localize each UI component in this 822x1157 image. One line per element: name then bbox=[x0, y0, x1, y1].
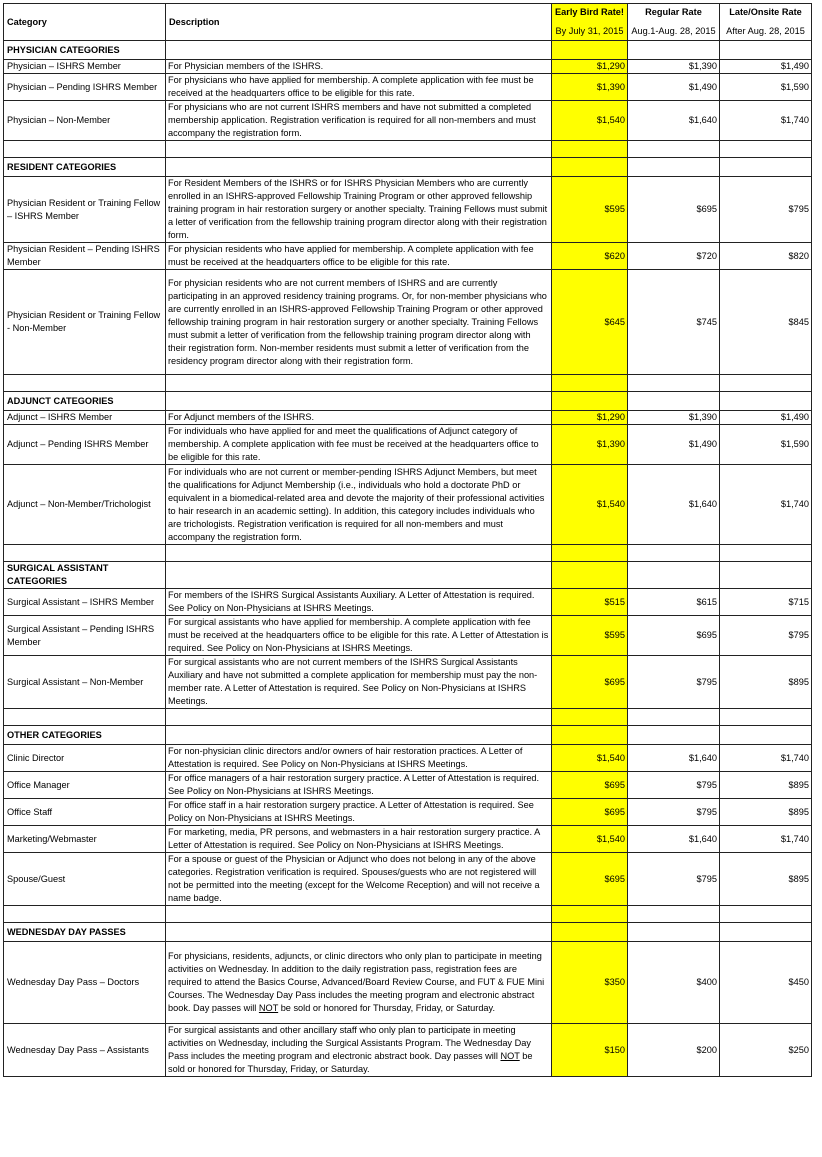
spacer-cell bbox=[628, 545, 720, 562]
spacer-cell bbox=[166, 709, 552, 726]
section-title: PHYSICIAN CATEGORIES bbox=[4, 41, 166, 60]
category-cell: Office Manager bbox=[4, 772, 166, 799]
late-rate: $450 bbox=[720, 942, 812, 1024]
description-emphasis: NOT bbox=[500, 1051, 520, 1061]
regular-rate: $720 bbox=[628, 243, 720, 270]
spacer-cell bbox=[4, 906, 166, 923]
section-header-row bbox=[4, 41, 812, 60]
spacer-cell bbox=[166, 141, 552, 158]
section-header-description-cell bbox=[166, 158, 552, 177]
category-cell: Physician – Non-Member bbox=[4, 101, 166, 141]
late-column-header bbox=[720, 4, 812, 41]
section-header-early-cell bbox=[552, 726, 628, 745]
early-bird-column-header bbox=[552, 4, 628, 41]
early-bird-rate: $595 bbox=[552, 616, 628, 656]
early-bird-rate: $150 bbox=[552, 1024, 628, 1077]
section-title: OTHER CATEGORIES bbox=[4, 726, 166, 745]
category-cell: Physician Resident or Training Fellow – ISHRS Member bbox=[4, 177, 166, 243]
section-header-description-cell bbox=[166, 923, 552, 942]
early-bird-rate: $1,540 bbox=[552, 465, 628, 545]
regular-rate: $795 bbox=[628, 656, 720, 709]
spacer-row bbox=[4, 709, 812, 726]
late-rate: $820 bbox=[720, 243, 812, 270]
spacer-row bbox=[4, 906, 812, 923]
section-title: SURGICAL ASSISTANT CATEGORIES bbox=[4, 562, 166, 589]
section-header-late-cell bbox=[720, 726, 812, 745]
late-rate: $1,490 bbox=[720, 411, 812, 425]
category-cell: Physician – Pending ISHRS Member bbox=[4, 74, 166, 101]
category-cell: Wednesday Day Pass – Doctors bbox=[4, 942, 166, 1024]
regular-title: Regular Rate bbox=[645, 7, 702, 17]
spacer-row bbox=[4, 375, 812, 392]
early-bird-rate: $695 bbox=[552, 799, 628, 826]
section-header-early-cell bbox=[552, 41, 628, 60]
early-bird-rate: $1,290 bbox=[552, 411, 628, 425]
rate-row bbox=[4, 772, 812, 799]
early-bird-title: Early Bird Rate! bbox=[555, 7, 624, 17]
category-cell: Surgical Assistant – ISHRS Member bbox=[4, 589, 166, 616]
early-bird-rate: $1,540 bbox=[552, 101, 628, 141]
description-cell: For individuals who have applied for and meet the qualifications of Adjunct category of membership. A complete application with fee must be received at the headquarters office to be eligible for this rate. bbox=[166, 425, 552, 465]
description-cell: For office staff in a hair restoration surgery practice. A Letter of Attestation is required. See Policy on Non-Physicians at ISHRS Meetings. bbox=[166, 799, 552, 826]
spacer-cell bbox=[720, 906, 812, 923]
section-header-description-cell bbox=[166, 41, 552, 60]
regular-rate: $1,490 bbox=[628, 74, 720, 101]
regular-rate: $1,640 bbox=[628, 101, 720, 141]
registration-rates-sheet bbox=[3, 3, 811, 1077]
description-cell bbox=[166, 1024, 552, 1077]
regular-column-header bbox=[628, 4, 720, 41]
section-header-row bbox=[4, 923, 812, 942]
section-header-regular-cell bbox=[628, 41, 720, 60]
spacer-row bbox=[4, 545, 812, 562]
description-cell: For a spouse or guest of the Physician or Adjunct who does not belong in any of the above categories. Registration verification is required. Spouses/guests who are not registered will not be permitted into the meeting (except for the Welcome Reception) and will not receive a name badge. bbox=[166, 853, 552, 906]
section-header-description-cell bbox=[166, 726, 552, 745]
late-rate: $895 bbox=[720, 799, 812, 826]
regular-rate: $795 bbox=[628, 772, 720, 799]
description-cell: For physicians who are not current ISHRS members and have not submitted a completed membership application. Registration verification is required for all non-members and must accompany the registration form. bbox=[166, 101, 552, 141]
section-title: WEDNESDAY DAY PASSES bbox=[4, 923, 166, 942]
section-header-late-cell bbox=[720, 158, 812, 177]
spacer-early-cell bbox=[552, 545, 628, 562]
section-header-early-cell bbox=[552, 562, 628, 589]
category-cell: Surgical Assistant – Non-Member bbox=[4, 656, 166, 709]
category-cell: Adjunct – Non-Member/Trichologist bbox=[4, 465, 166, 545]
late-rate: $1,740 bbox=[720, 465, 812, 545]
early-bird-rate: $1,540 bbox=[552, 745, 628, 772]
late-rate: $1,590 bbox=[720, 425, 812, 465]
rate-row bbox=[4, 411, 812, 425]
section-header-description-cell bbox=[166, 392, 552, 411]
spacer-cell bbox=[720, 141, 812, 158]
section-header-late-cell bbox=[720, 392, 812, 411]
rate-row bbox=[4, 74, 812, 101]
spacer-early-cell bbox=[552, 375, 628, 392]
section-header-early-cell bbox=[552, 392, 628, 411]
section-header-row bbox=[4, 158, 812, 177]
header-row bbox=[4, 4, 812, 41]
late-rate: $845 bbox=[720, 270, 812, 375]
rate-row bbox=[4, 270, 812, 375]
regular-rate: $745 bbox=[628, 270, 720, 375]
description-cell: For non-physician clinic directors and/or owners of hair restoration practices. A Letter of Attestation is required. See Policy on Non-Physicians at ISHRS Meetings. bbox=[166, 745, 552, 772]
section-header-row bbox=[4, 392, 812, 411]
late-rate: $895 bbox=[720, 853, 812, 906]
late-title: Late/Onsite Rate bbox=[729, 7, 802, 17]
spacer-cell bbox=[166, 375, 552, 392]
description-text: For surgical assistants and other ancillary staff who only plan to participate in meeting activities on Wednesday, including the Surgical Assistants Program. The Wednesday Day Pass includes the meeting program and electronic abstract book. Day passes will bbox=[168, 1025, 531, 1061]
description-cell: For Resident Members of the ISHRS or for ISHRS Physician Members who are currently enrolled in an ISHRS-approved Fellowship Training Program or other approved fellowship training program in hair restoration surgery or another specialty. Training Fellows must submit a letter of verification from the fellowship training program director along with their registration form. bbox=[166, 177, 552, 243]
early-bird-rate: $1,390 bbox=[552, 425, 628, 465]
section-header-regular-cell bbox=[628, 158, 720, 177]
spacer-cell bbox=[628, 375, 720, 392]
category-cell: Adjunct – ISHRS Member bbox=[4, 411, 166, 425]
category-cell: Physician – ISHRS Member bbox=[4, 60, 166, 74]
spacer-early-cell bbox=[552, 141, 628, 158]
late-rate: $1,490 bbox=[720, 60, 812, 74]
section-title: RESIDENT CATEGORIES bbox=[4, 158, 166, 177]
late-rate: $1,740 bbox=[720, 826, 812, 853]
description-tail: be sold or honored for Thursday, Friday, or Saturday. bbox=[168, 1051, 533, 1074]
regular-rate: $695 bbox=[628, 177, 720, 243]
rate-row bbox=[4, 826, 812, 853]
rate-row bbox=[4, 616, 812, 656]
description-column-header: Description bbox=[166, 4, 552, 41]
description-emphasis: NOT bbox=[258, 1003, 279, 1013]
late-rate: $795 bbox=[720, 616, 812, 656]
section-header-late-cell bbox=[720, 41, 812, 60]
late-dates: After Aug. 28, 2015 bbox=[726, 26, 805, 36]
rate-row bbox=[4, 101, 812, 141]
spacer-row bbox=[4, 141, 812, 158]
description-cell: For marketing, media, PR persons, and webmasters in a hair restoration surgery practice. A Letter of Attestation is required. See Policy on Non-Physicians at ISHRS Meetings. bbox=[166, 826, 552, 853]
late-rate: $715 bbox=[720, 589, 812, 616]
section-header-late-cell bbox=[720, 923, 812, 942]
rate-row bbox=[4, 465, 812, 545]
rate-row bbox=[4, 853, 812, 906]
regular-rate: $615 bbox=[628, 589, 720, 616]
rate-row bbox=[4, 799, 812, 826]
spacer-cell bbox=[4, 545, 166, 562]
rate-row bbox=[4, 425, 812, 465]
early-bird-rate: $695 bbox=[552, 772, 628, 799]
early-bird-rate: $620 bbox=[552, 243, 628, 270]
section-header-early-cell bbox=[552, 158, 628, 177]
rate-row bbox=[4, 745, 812, 772]
spacer-cell bbox=[720, 375, 812, 392]
description-cell: For Physician members of the ISHRS. bbox=[166, 60, 552, 74]
early-bird-rate: $695 bbox=[552, 853, 628, 906]
early-bird-rate: $1,290 bbox=[552, 60, 628, 74]
category-cell: Clinic Director bbox=[4, 745, 166, 772]
spacer-cell bbox=[628, 906, 720, 923]
section-header-regular-cell bbox=[628, 726, 720, 745]
section-header-regular-cell bbox=[628, 562, 720, 589]
category-cell: Physician Resident – Pending ISHRS Member bbox=[4, 243, 166, 270]
description-cell: For individuals who are not current or member-pending ISHRS Adjunct Members, but meet the qualifications for Adjunct Membership (i.e., individuals who hold a doctorate PhD or equivalent in a biomedical-related area and devote the majority of their professional activities to hair research in an academic setting). In addition, this category includes individuals who are trichologists. Registration verification is required for all non-members and must accompany the registration form. bbox=[166, 465, 552, 545]
section-header-row bbox=[4, 726, 812, 745]
category-cell: Wednesday Day Pass – Assistants bbox=[4, 1024, 166, 1077]
description-cell: For surgical assistants who have applied for membership. A complete application with fee must be received at the headquarters office to be eligible for this rate. A Letter of Attestation is required. See Policy on Non-Physicians at ISHRS Meetings. bbox=[166, 616, 552, 656]
early-bird-rate: $515 bbox=[552, 589, 628, 616]
spacer-cell bbox=[628, 141, 720, 158]
category-cell: Office Staff bbox=[4, 799, 166, 826]
rate-row bbox=[4, 60, 812, 74]
regular-rate: $1,390 bbox=[628, 411, 720, 425]
description-cell bbox=[166, 942, 552, 1024]
section-header-row bbox=[4, 562, 812, 589]
late-rate: $895 bbox=[720, 656, 812, 709]
section-header-early-cell bbox=[552, 923, 628, 942]
early-bird-rate: $1,390 bbox=[552, 74, 628, 101]
description-cell: For members of the ISHRS Surgical Assistants Auxiliary. A Letter of Attestation is required. See Policy on Non-Physicians at ISHRS Meetings. bbox=[166, 589, 552, 616]
rate-row bbox=[4, 656, 812, 709]
category-cell: Spouse/Guest bbox=[4, 853, 166, 906]
regular-rate: $695 bbox=[628, 616, 720, 656]
description-cell: For office managers of a hair restoration surgery practice. A Letter of Attestation is required. See Policy on Non-Physicians at ISHRS Meetings. bbox=[166, 772, 552, 799]
rate-row bbox=[4, 243, 812, 270]
early-bird-rate: $695 bbox=[552, 656, 628, 709]
category-column-header: Category bbox=[4, 4, 166, 41]
section-header-late-cell bbox=[720, 562, 812, 589]
section-header-regular-cell bbox=[628, 923, 720, 942]
spacer-cell bbox=[166, 545, 552, 562]
regular-rate: $1,490 bbox=[628, 425, 720, 465]
category-cell: Surgical Assistant – Pending ISHRS Member bbox=[4, 616, 166, 656]
regular-rate: $200 bbox=[628, 1024, 720, 1077]
regular-rate: $1,640 bbox=[628, 745, 720, 772]
late-rate: $1,740 bbox=[720, 101, 812, 141]
spacer-cell bbox=[166, 906, 552, 923]
spacer-cell bbox=[628, 709, 720, 726]
category-cell: Physician Resident or Training Fellow - Non-Member bbox=[4, 270, 166, 375]
description-cell: For physicians who have applied for membership. A complete application with fee must be received at the headquarters office to be eligible for this rate. bbox=[166, 74, 552, 101]
regular-rate: $1,390 bbox=[628, 60, 720, 74]
spacer-cell bbox=[720, 545, 812, 562]
late-rate: $1,590 bbox=[720, 74, 812, 101]
section-header-description-cell bbox=[166, 562, 552, 589]
spacer-early-cell bbox=[552, 906, 628, 923]
late-rate: $895 bbox=[720, 772, 812, 799]
description-cell: For surgical assistants who are not current members of the ISHRS Surgical Assistants Auxiliary and have not submitted a complete application for membership must pay the non-member rate. A Letter of Attestation is required. See Policy on Non-Physicians at ISHRS Meetings. bbox=[166, 656, 552, 709]
description-cell: For physician residents who are not current members of ISHRS and are currently participating in an approved residency training programs. Or, for non-member physicians who are currently enrolled in an ISHRS-approved Fellowship Training Program or other approved fellowship training program in hair restoration surgery or another specialty. Training Fellows must submit a letter of verification from the fellowship training program director along with their registration form. Non-member residents must submit a letter of verification from the residency program director along with their registration form. bbox=[166, 270, 552, 375]
early-bird-rate: $645 bbox=[552, 270, 628, 375]
early-bird-rate: $1,540 bbox=[552, 826, 628, 853]
late-rate: $1,740 bbox=[720, 745, 812, 772]
early-bird-rate: $350 bbox=[552, 942, 628, 1024]
description-text: For physicians, residents, adjuncts, or clinic directors who only plan to participate in meeting activities on Wednesday. In addition to the daily registration pass, registration fees are required to attend the Basics Course, Advanced/Board Review Course, and FUT & FUE Mini Courses. The Wednesday Day Pass includes the meeting program and electronic abstract book. Day passes will bbox=[168, 951, 545, 1013]
early-bird-rate: $595 bbox=[552, 177, 628, 243]
spacer-early-cell bbox=[552, 709, 628, 726]
late-rate: $795 bbox=[720, 177, 812, 243]
late-rate: $250 bbox=[720, 1024, 812, 1077]
category-cell: Adjunct – Pending ISHRS Member bbox=[4, 425, 166, 465]
section-header-regular-cell bbox=[628, 392, 720, 411]
description-cell: For physician residents who have applied for membership. A complete application with fee must be received at the headquarters office to be eligible for this rate. bbox=[166, 243, 552, 270]
category-cell: Marketing/Webmaster bbox=[4, 826, 166, 853]
spacer-cell bbox=[720, 709, 812, 726]
spacer-cell bbox=[4, 375, 166, 392]
spacer-cell bbox=[4, 709, 166, 726]
regular-dates: Aug.1-Aug. 28, 2015 bbox=[631, 26, 716, 36]
rate-row bbox=[4, 942, 812, 1024]
regular-rate: $795 bbox=[628, 799, 720, 826]
section-title: ADJUNCT CATEGORIES bbox=[4, 392, 166, 411]
rates-body bbox=[4, 41, 812, 1077]
regular-rate: $1,640 bbox=[628, 465, 720, 545]
registration-rates-table bbox=[3, 3, 812, 1077]
spacer-cell bbox=[4, 141, 166, 158]
regular-rate: $1,640 bbox=[628, 826, 720, 853]
regular-rate: $400 bbox=[628, 942, 720, 1024]
early-bird-deadline: By July 31, 2015 bbox=[555, 26, 624, 36]
description-tail: be sold or honored for Thursday, Friday, or Saturday. bbox=[278, 1003, 496, 1013]
rate-row bbox=[4, 1024, 812, 1077]
rate-row bbox=[4, 177, 812, 243]
description-cell: For Adjunct members of the ISHRS. bbox=[166, 411, 552, 425]
rate-row bbox=[4, 589, 812, 616]
regular-rate: $795 bbox=[628, 853, 720, 906]
